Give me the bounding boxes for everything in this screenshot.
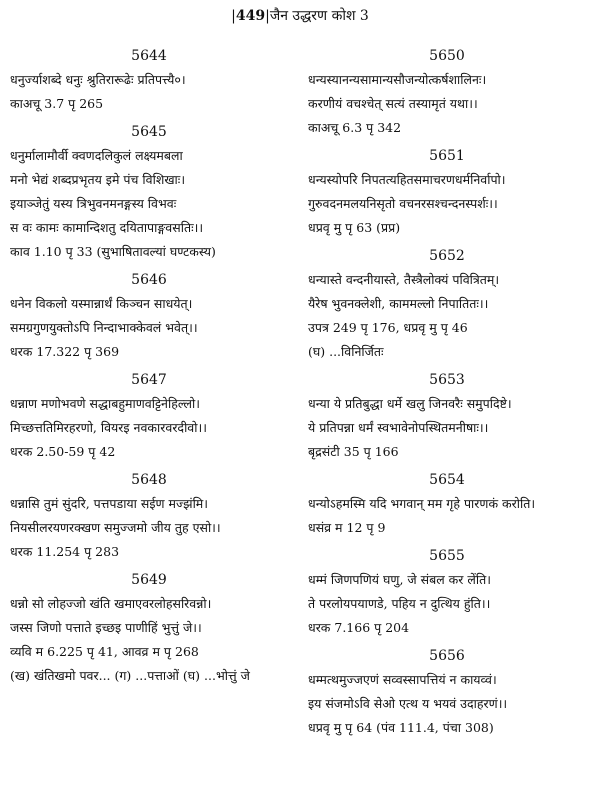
entry-number: 5650 <box>429 48 465 64</box>
entry-line: काव 1.10 पृ 33 (सुभाषितावल्यां घण्टकस्य) <box>10 244 216 259</box>
entry-line: ते परलोयपयाणडे, पहिय न दुत्थिय हुंति।। <box>308 596 491 611</box>
entry-number: 5648 <box>131 472 167 488</box>
entry-line: (ख) खंतिखमो पवर... (ग) ...पत्ताओं (घ) ...भोत्तुं जे <box>10 668 250 683</box>
left-column <box>10 44 288 694</box>
entry-line: काअचू 3.7 पृ 265 <box>10 96 104 111</box>
entry-line: धरक 17.322 पृ 369 <box>10 344 120 359</box>
entry-line: धन्नासि तुमं सुंदरि, पत्तपडाया सईण मज्झंमि। <box>10 496 209 511</box>
entry-line: ये प्रतिपन्ना धर्मं स्वभावेनोपस्थितमनीषाः।। <box>308 420 489 435</box>
quote-entry <box>10 46 288 116</box>
quote-entry <box>308 646 586 740</box>
entry-number: 5649 <box>131 572 167 588</box>
entry-number: 5655 <box>429 548 465 564</box>
page-number: 449 <box>235 8 266 24</box>
entry-line: करणीयं वचश्चेत् सत्यं तस्यामृतं यथा।। <box>308 96 478 111</box>
book-title: जैन उद्धरण कोश 3 <box>269 8 369 24</box>
entry-line: स वः कामः कामान्दिशतु दयितापाङ्गवसतिः।। <box>10 220 204 235</box>
entry-line: इय संजमोऽवि सेओ एत्थ य भयवं उदाहरणं।। <box>308 696 508 711</box>
entry-number: 5646 <box>131 272 167 288</box>
entry-line: धन्या ये प्रतिबुद्धा धर्मे खलु जिनवरैः समुपदिष्टे। <box>308 396 512 411</box>
entry-line: धम्मं जिणपणियं घणु, जे संबल कर लेंति। <box>308 572 491 587</box>
entry-number: 5653 <box>429 372 465 388</box>
quote-entry <box>308 46 586 140</box>
entry-line: धन्नो सो लोहज्जो खंति खमाएवरलोहसरिवन्नो। <box>10 596 212 611</box>
entry-number: 5645 <box>131 124 167 140</box>
entry-line: धम्मत्थमुज्जएणं सव्वस्सापत्तियं न कायव्वं। <box>308 672 497 687</box>
quote-entry <box>308 370 586 464</box>
quote-entry <box>10 470 288 564</box>
entry-line: मनो भेद्यं शब्दप्रभृतय इमे पंच विशिखाः। <box>10 172 186 187</box>
entry-line: नियसीलरयणरक्खण समुज्जमो जीय तुह एसो।। <box>10 520 221 535</box>
quote-entry <box>308 546 586 640</box>
quote-entry <box>10 570 288 688</box>
quote-entry <box>10 370 288 464</box>
entry-number: 5654 <box>429 472 465 488</box>
quote-entry <box>308 246 586 364</box>
entry-number: 5644 <box>131 48 167 64</box>
entry-line: गुरुवदनमलयनिसृतो वचनरसश्चन्दनस्पर्शः।। <box>308 196 498 211</box>
entry-line: धन्यास्ते वन्दनीयास्ते, तैस्त्रैलोक्यं पवित्रितम्। <box>308 272 500 287</box>
entry-line: व्यवि म 6.225 पृ 41, आवव्र म पृ 268 <box>10 644 199 659</box>
entry-line: समग्रगुणयुक्तोऽपि निन्दाभाक्केवलं भवेत्।। <box>10 320 198 335</box>
entry-line: धनुर्ज्याशब्दे धनुः श्रुतिरारूढेः प्रतिपत्त्यै०। <box>10 72 186 87</box>
entry-line: जस्स जिणो पत्ताते इच्छइ पाणीहिं भुत्तुं जे।। <box>10 620 202 635</box>
entry-number: 5652 <box>429 248 465 264</box>
entry-line: (घ) ...विनिर्जितः <box>308 344 384 359</box>
entry-number: 5647 <box>131 372 167 388</box>
entry-line: यैरेष भुवनक्लेशी, काममल्लो निपातितः।। <box>308 296 489 311</box>
entry-line: धनेन विकलो यस्मान्नार्थं किञ्चन साधयेत्। <box>10 296 193 311</box>
quote-entry <box>10 270 288 364</box>
entry-line: धरक 2.50-59 पृ 42 <box>10 444 116 459</box>
entry-line: उपत्र 249 पृ 176, धप्रवृ मु पृ 46 <box>308 320 468 335</box>
entry-line: बृद्रसंटी 35 पृ 166 <box>308 444 399 459</box>
entry-line: धरक 7.166 पृ 204 <box>308 620 410 635</box>
page-header: |449|जैन उद्धरण कोश 3 <box>231 8 369 24</box>
entry-line: धरक 11.254 पृ 283 <box>10 544 120 559</box>
entry-number: 5651 <box>429 148 465 164</box>
entry-line: धप्रवृ मु पृ 63 (प्रप्र) <box>308 220 401 235</box>
entry-line: इयाञ्जेतुं यस्य त्रिभुवनमनङ्गस्य विभवः <box>10 196 177 211</box>
quote-entry <box>308 470 586 540</box>
entry-line: धसंव्र म 12 पृ 9 <box>308 520 386 535</box>
entry-line: धन्यस्यानन्यसामान्यसौजन्योत्कर्षशालिनः। <box>308 72 487 87</box>
entry-line: धन्नाण मणोभवणे सद्धाबहुमाणवट्टिनेहिल्लो। <box>10 396 200 411</box>
entry-line: काअचू 6.3 पृ 342 <box>308 120 402 135</box>
entry-line: मिच्छत्ततिमिरहरणो, वियरइ नवकारवरदीवो।। <box>10 420 207 435</box>
entry-line: धन्यस्योपरि निपतत्यहितसमाचरणधर्मनिर्वापो। <box>308 172 506 187</box>
quote-entry <box>10 122 288 264</box>
entry-line: धन्योऽहमस्मि यदि भगवान् मम गृहे पारणकं करोति। <box>308 496 536 511</box>
entry-line: धप्रवृ मु पृ 64 (पंव 111.4, पंचा 308) <box>308 720 494 735</box>
right-column <box>308 44 586 746</box>
entry-number: 5656 <box>429 648 465 664</box>
quote-entry <box>308 146 586 240</box>
entry-line: धनुर्मालामौर्वी क्वणदलिकुलं लक्ष्यमबला <box>10 148 183 163</box>
